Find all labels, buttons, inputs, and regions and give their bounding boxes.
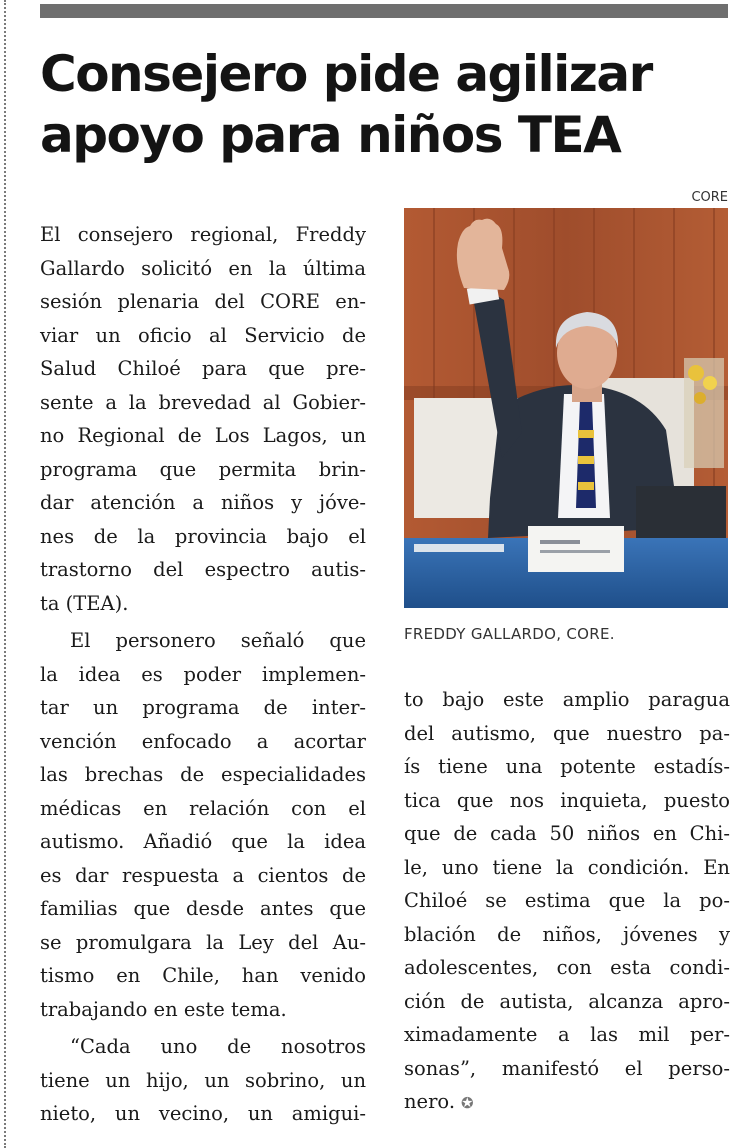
photo-credit: CORE — [691, 190, 728, 205]
headline — [40, 44, 730, 166]
paragraph-1 — [40, 218, 366, 620]
text-line: dar atención a niños y jóve- — [40, 491, 366, 514]
section-bar — [40, 4, 728, 18]
text-line: ís tiene una potente estadís- — [404, 755, 730, 778]
column-rule — [4, 0, 6, 1148]
name-plate — [528, 526, 624, 572]
text-line: las brechas de especialidades — [40, 763, 366, 786]
text-line: El personero señaló que — [70, 629, 366, 652]
text-line: tiene un hijo, un sobrino, un — [40, 1068, 366, 1092]
text-line: no Regional de Los Lagos, un — [40, 424, 366, 447]
text-line: tica que nos inquieta, puesto — [404, 788, 730, 812]
text-line: sesión plenaria del CORE en- — [40, 290, 366, 313]
text-line: El consejero regional, Freddy — [40, 223, 366, 246]
text-line: del autismo, que nuestro pa- — [404, 721, 730, 745]
text-line: familias que desde antes que — [40, 897, 366, 920]
last-line-text: nero. — [404, 1090, 456, 1113]
paragraph-3-continued — [404, 683, 730, 1121]
text-line — [404, 1085, 730, 1121]
text-line: trabajando en este tema. — [40, 997, 287, 1021]
text-line: sente a la brevedad al Gobier- — [40, 390, 366, 414]
headline-line-2: apoyo para niños TEA — [40, 106, 621, 164]
text-line: tar un programa de inter- — [40, 696, 366, 719]
photo-freddy-gallardo — [404, 208, 728, 608]
headline-line-1: Consejero pide agilizar — [40, 45, 652, 103]
photo-caption: FREDDY GALLARDO, CORE. — [404, 625, 615, 643]
text-line: Gallardo solicitó en la última — [40, 256, 366, 280]
text-line: blación de niños, jóvenes y — [404, 922, 730, 946]
text-line: ta (TEA). — [40, 591, 129, 615]
text-line: la idea es poder implemen- — [40, 662, 366, 686]
text-line: ción de autista, alcanza apro- — [404, 989, 730, 1013]
text-line: Salud Chiloé para que pre- — [40, 357, 366, 380]
text-line: Chiloé se estima que la po- — [404, 889, 730, 912]
text-line: que de cada 50 niños en Chi- — [404, 822, 730, 845]
text-line: programa que permita brin- — [40, 457, 366, 481]
text-line: es dar respuesta a cientos de — [40, 863, 366, 887]
paragraph-2 — [40, 624, 366, 1026]
laptop — [636, 486, 726, 546]
text-line: vención enfocado a acortar — [40, 729, 366, 753]
text-line: sonas”, manifestó el perso- — [404, 1056, 730, 1080]
text-line: se promulgara la Ley del Au- — [40, 930, 366, 954]
text-line: viar un oficio al Servicio de — [40, 323, 366, 347]
flower-vase — [684, 358, 724, 468]
text-line: nieto, un vecino, un amigui- — [40, 1102, 366, 1125]
paragraph-3 — [40, 1030, 366, 1131]
end-of-article-icon: ✪ — [461, 1094, 474, 1112]
article-column-1 — [40, 218, 366, 1131]
text-line: “Cada uno de nosotros — [70, 1035, 366, 1058]
text-line: autismo. Añadió que la idea — [40, 830, 366, 853]
text-line: médicas en relación con el — [40, 796, 366, 820]
text-line: tismo en Chile, han venido — [40, 964, 366, 987]
text-line: le, uno tiene la condición. En — [404, 855, 730, 879]
text-line: to bajo este amplio paragua — [404, 688, 730, 711]
article-column-2 — [404, 683, 730, 1121]
text-line: ximadamente a las mil per- — [404, 1023, 730, 1046]
text-line: trastorno del espectro autis- — [40, 558, 366, 581]
text-line: nes de la provincia bajo el — [40, 524, 366, 548]
text-line: adolescentes, con esta condi- — [404, 956, 730, 979]
